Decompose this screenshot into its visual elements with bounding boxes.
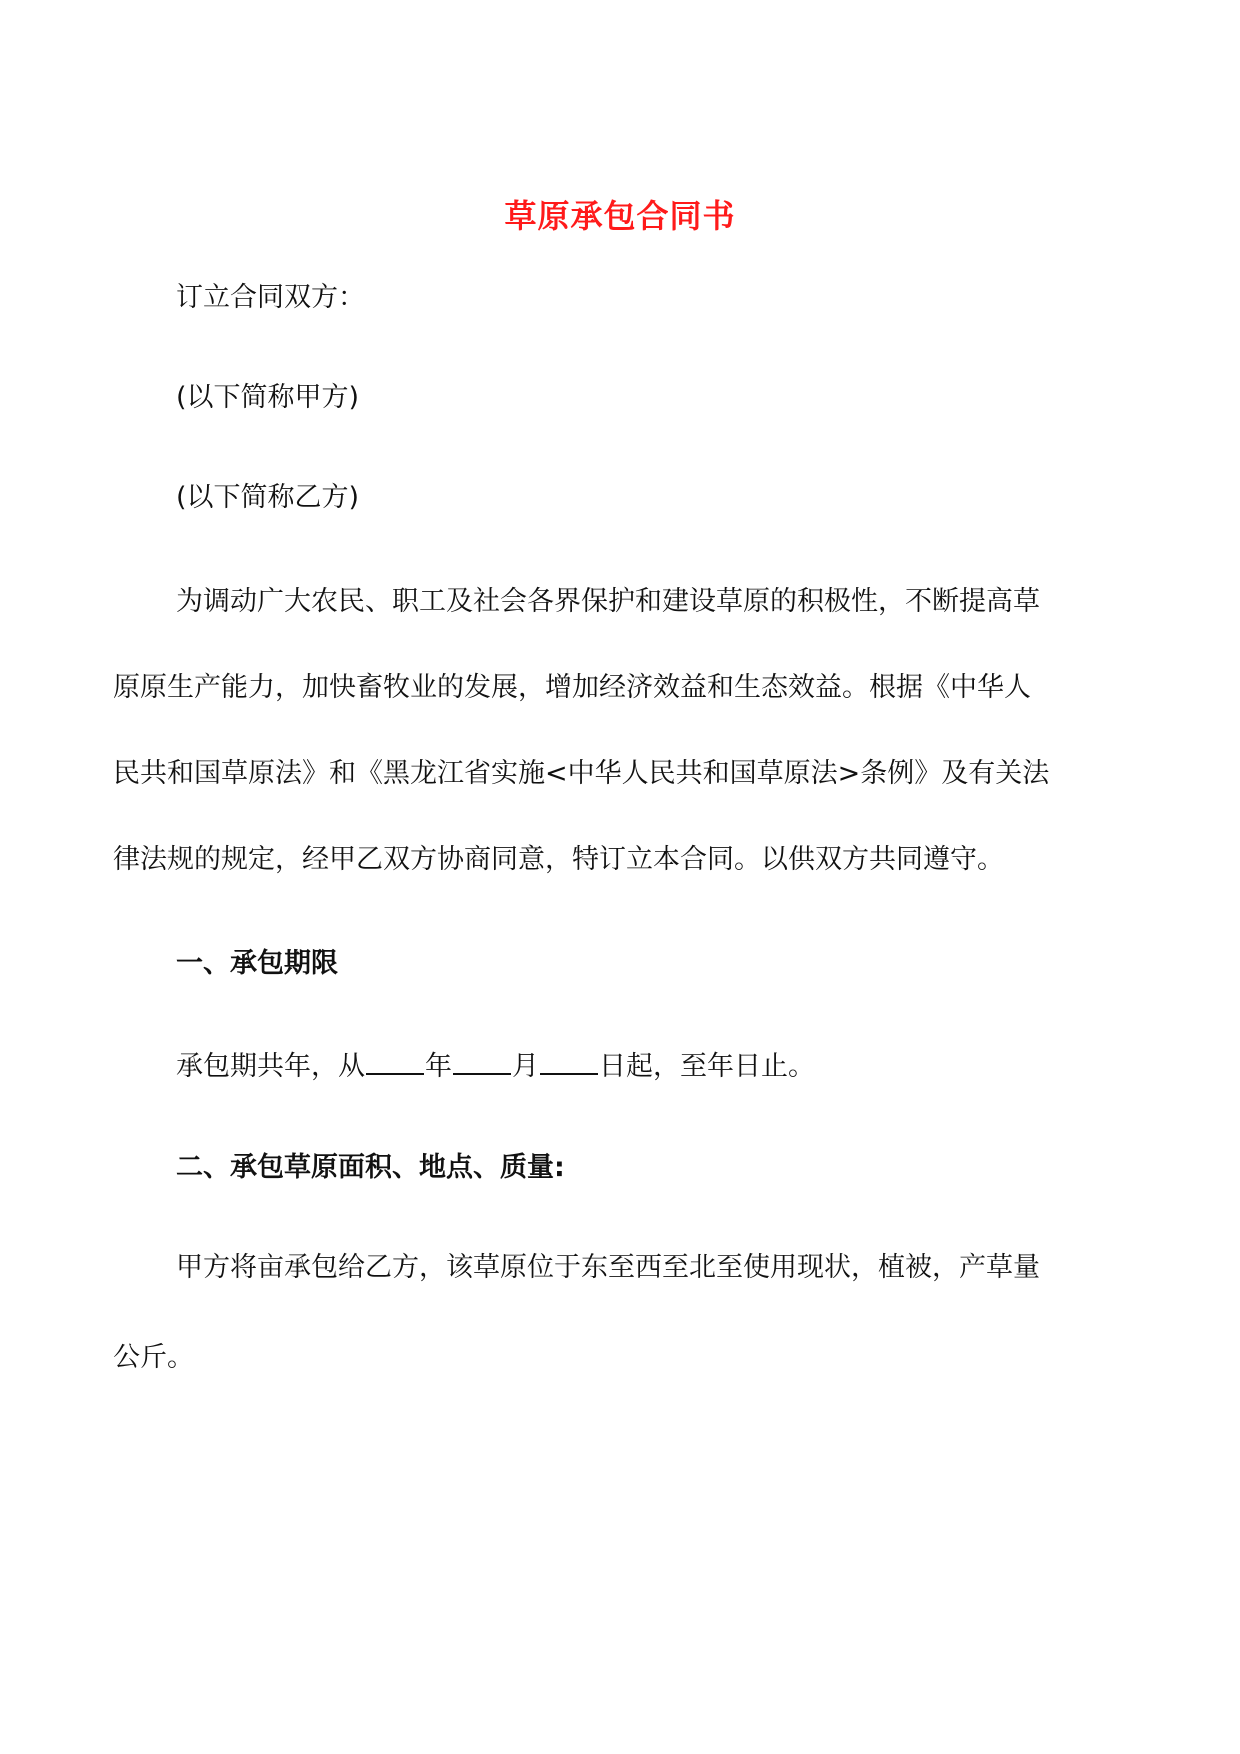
- party-b-line: (以下简称乙方): [176, 482, 360, 513]
- document-title: 草原承包合同书: [504, 197, 736, 235]
- section-1-term-line: [176, 1045, 815, 1087]
- preamble-line-3: 民共和国草原法》和《黑龙江省实施<中华人民共和国草原法>条例》及有关法: [113, 758, 1050, 789]
- day-blank: [540, 1045, 598, 1075]
- month-blank: [453, 1045, 511, 1075]
- section-2-line-2: 公斤。: [113, 1342, 194, 1373]
- year-label: 年: [425, 1051, 452, 1082]
- section-2-line-1: 甲方将亩承包给乙方，该草原位于东至西至北至使用现状，植被，产草量: [176, 1252, 1040, 1283]
- term-text-end: 日起，至年日止。: [599, 1051, 815, 1082]
- party-a-line: (以下简称甲方): [176, 382, 360, 413]
- section-2-heading: 二、承包草原面积、地点、质量:: [176, 1152, 565, 1183]
- preamble-line-1: 为调动广大农民、职工及社会各界保护和建设草原的积极性，不断提高草: [176, 586, 1040, 617]
- parties-intro: 订立合同双方：: [176, 282, 365, 313]
- year-blank: [366, 1045, 424, 1075]
- term-text-start: 承包期共年，从: [176, 1051, 365, 1082]
- section-1-heading: 一、承包期限: [176, 948, 338, 979]
- preamble-line-2: 原原生产能力，加快畜牧业的发展，增加经济效益和生态效益。根据《中华人: [113, 672, 1031, 703]
- month-label: 月: [512, 1051, 539, 1082]
- preamble-line-4: 律法规的规定，经甲乙双方协商同意，特订立本合同。以供双方共同遵守。: [113, 844, 1004, 875]
